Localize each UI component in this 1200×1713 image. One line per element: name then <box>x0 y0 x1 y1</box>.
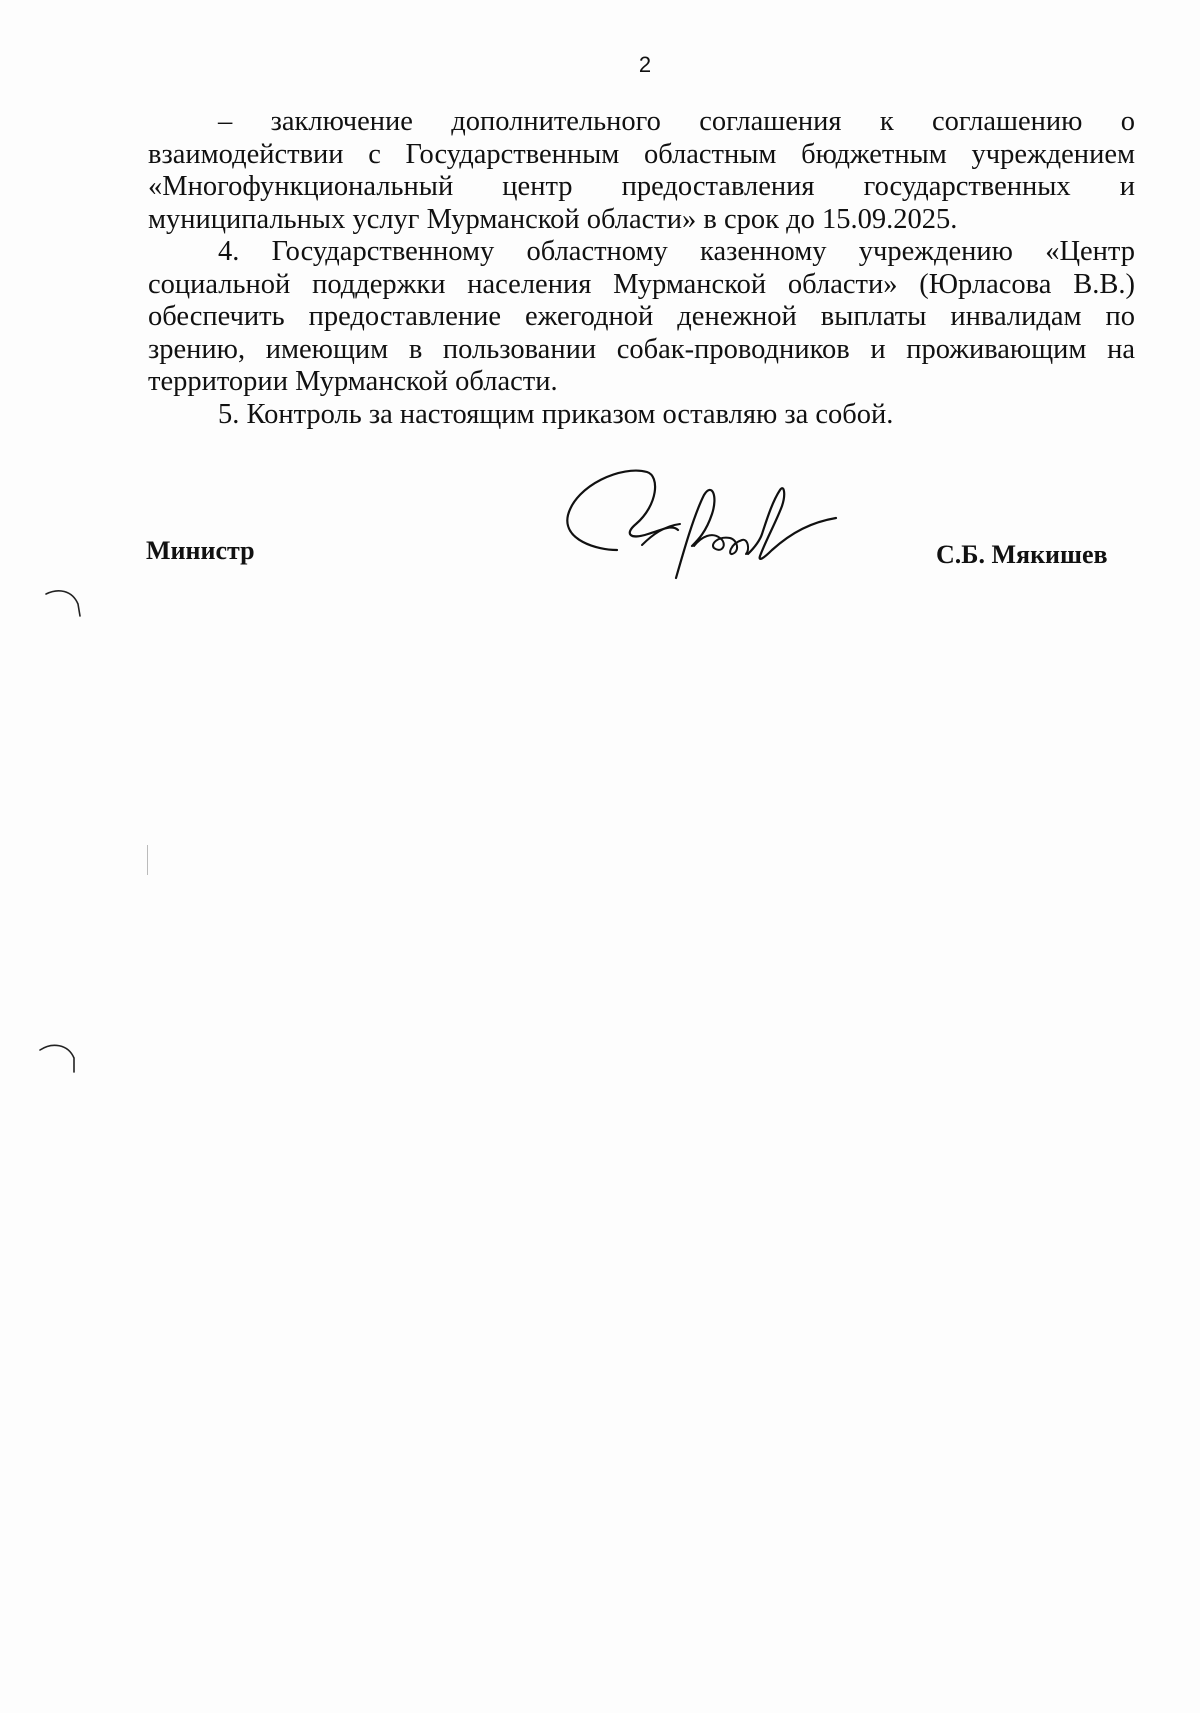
signature-block <box>0 460 1200 590</box>
scan-artifact <box>147 845 148 875</box>
paragraph-item-5: 5. Контроль за настоящим приказом оставляю за собой. <box>218 398 894 430</box>
signatory-role: Министр <box>146 536 255 565</box>
paragraph-item-4: 4. Государственному областному казенному учреждению «Центр социальной поддержки населения Мурманской области» (Юрласова В.В.) обеспечить предоставление ежегодной денежной выплаты инвалидам по зрению, имеющим в пользовании собак-проводников и проживающим на территории Мурманской области. <box>148 236 1135 397</box>
document-body <box>148 106 1135 431</box>
page-number: 2 <box>638 52 652 77</box>
signatory-name: С.Б. Мякишев <box>936 540 1108 569</box>
paragraph-agreement: – заключение дополнительного соглашения к соглашению о взаимодействии с Государственным областным бюджетным учреждением «Многофункциональный центр предоставления государственных и муниципальных услуг Мурманской области» в срок до 15.09.2025. <box>148 106 1135 235</box>
hole-punch-mark <box>44 586 82 620</box>
hole-punch-mark <box>38 1040 76 1074</box>
handwritten-signature <box>552 460 852 590</box>
